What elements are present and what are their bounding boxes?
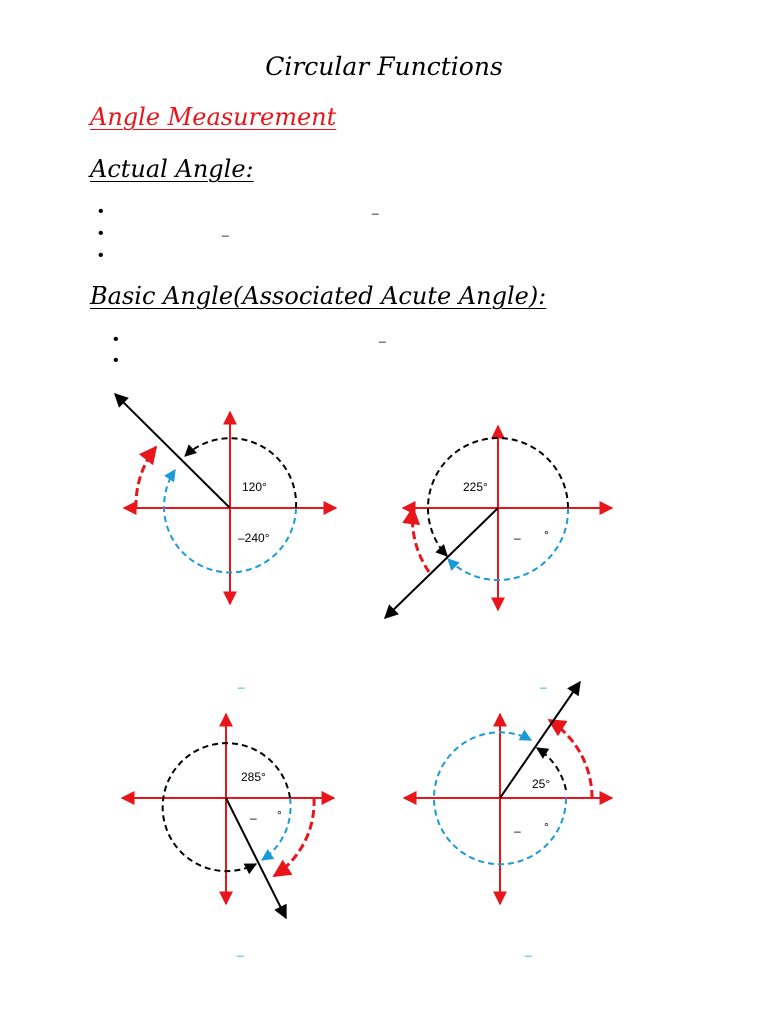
basic-angle-heading: Basic Angle(Associated Acute Angle): [90, 282, 547, 310]
section-subtitle: Angle Measurement [90, 103, 337, 131]
actual-angle-heading: Actual Angle: [90, 155, 254, 183]
basic-angle-bullet-2: • [113, 352, 119, 369]
basic-angle-arc [412, 508, 429, 572]
actual-angle-bullet-2: • [98, 225, 104, 242]
terminal-arm [385, 508, 498, 618]
negative-angle-arc [448, 508, 568, 580]
diagram-top-right [385, 426, 612, 618]
basic-angle-arc [549, 720, 592, 798]
diagram3-bottom-dash: _ [237, 943, 244, 957]
diagram3-negative-dash: – [250, 811, 257, 825]
terminal-arm [115, 394, 230, 508]
diagram4-positive-label: 25° [532, 777, 551, 791]
diagram4-bottom-dash: _ [525, 943, 532, 957]
page-title: Circular Functions [265, 52, 503, 81]
diagram4-negative-dash: – [514, 824, 521, 838]
diagram-bottom-left [122, 714, 334, 918]
diagram4-negative-degree: ° [544, 820, 549, 834]
basic-angle-dash-1: _ [379, 329, 386, 343]
diagram1-positive-label: 120° [242, 480, 267, 494]
diagram2-caption-dash: _ [540, 675, 547, 689]
diagram3-positive-label: 285° [241, 770, 266, 784]
diagram-bottom-right [404, 682, 612, 904]
basic-angle-arc [136, 447, 156, 508]
actual-angle-dash-2: _ [222, 223, 229, 237]
actual-angle-dash-1: _ [372, 201, 379, 215]
diagram2-negative-dash: – [514, 531, 521, 545]
diagram-top-left [115, 394, 336, 604]
actual-angle-bullet-3: • [98, 247, 104, 264]
basic-angle-bullet-1: • [113, 331, 119, 348]
positive-angle-arc [185, 438, 296, 508]
diagram2-negative-degree: ° [544, 528, 549, 542]
diagram1-negative-label: –240° [238, 531, 270, 545]
diagram1-caption-dash: _ [238, 675, 245, 689]
diagram2-positive-label: 225° [463, 480, 488, 494]
actual-angle-bullet-1: • [98, 203, 104, 220]
diagram3-negative-degree: ° [277, 808, 282, 822]
